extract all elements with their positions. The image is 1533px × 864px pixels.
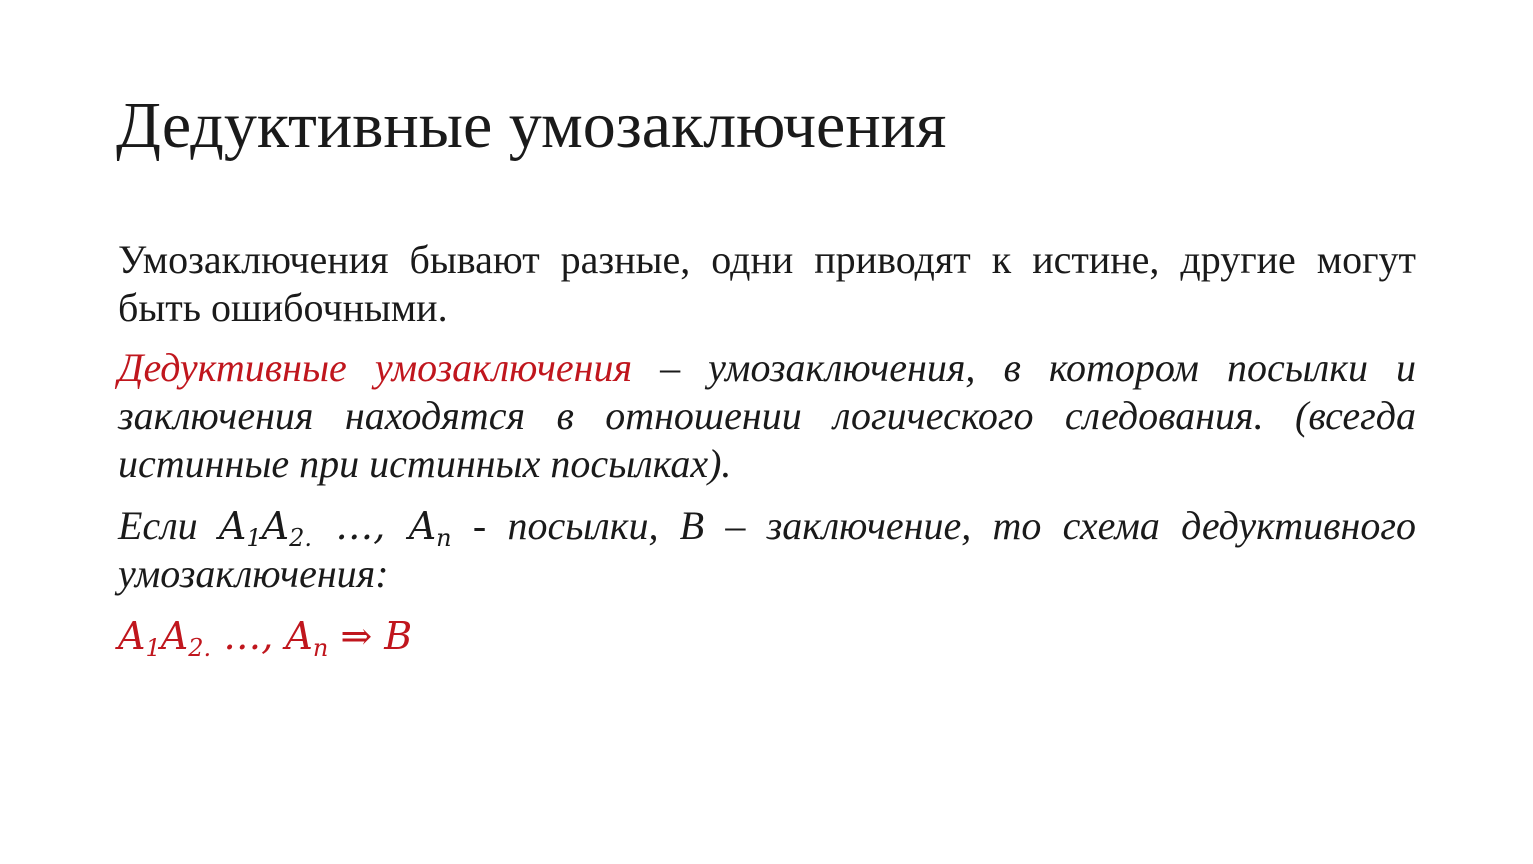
symbol-a2: A xyxy=(261,504,290,548)
formula-expression xyxy=(118,614,413,662)
scheme-paragraph xyxy=(118,502,1416,598)
formula-subscript-2-group xyxy=(188,634,211,662)
formula-subscript-n: n xyxy=(312,634,329,662)
formula-a2: A xyxy=(160,614,189,658)
symbol-a1: A xyxy=(218,504,247,548)
intro-paragraph: Умозаключения бывают разные, одни приводят к истине, другие могут быть ошибочными. xyxy=(118,237,1416,330)
slide-title: Дедуктивные умозаключения xyxy=(116,89,947,162)
subscript-n: n xyxy=(436,524,452,552)
formula-a1: A xyxy=(118,614,146,658)
definition-paragraph xyxy=(118,344,1416,488)
ellipsis-comma: …, xyxy=(311,504,409,548)
subscript-2: 2 xyxy=(289,524,305,552)
symbol-an: A xyxy=(408,504,437,548)
implies-b: ⇒ B xyxy=(328,614,413,658)
subscript-1: 1 xyxy=(246,524,262,552)
definition-text: – умозаключения, в котором посылки и заключения находятся в отношении логического следования. (всегда истинные при истинных посылках). xyxy=(118,345,1416,486)
subscript-2-group xyxy=(289,524,312,552)
scheme-middle-text: - посылки, B – заключение, то схема дедуктивного умозаключения: xyxy=(118,503,1416,596)
subscript-dot: . xyxy=(304,524,312,552)
formula-subscript-dot: . xyxy=(203,634,212,662)
formula-subscript-1: 1 xyxy=(145,634,161,662)
premises-expression xyxy=(218,504,452,552)
formula-ellipsis-comma: …, xyxy=(211,614,286,658)
definition-term: Дедуктивные умозаключения xyxy=(118,345,633,390)
slide-body xyxy=(118,236,1416,660)
scheme-prefix: Если xyxy=(118,503,219,548)
deduction-formula xyxy=(118,612,1416,660)
formula-subscript-2: 2 xyxy=(188,634,204,662)
formula-an: A xyxy=(285,614,313,658)
